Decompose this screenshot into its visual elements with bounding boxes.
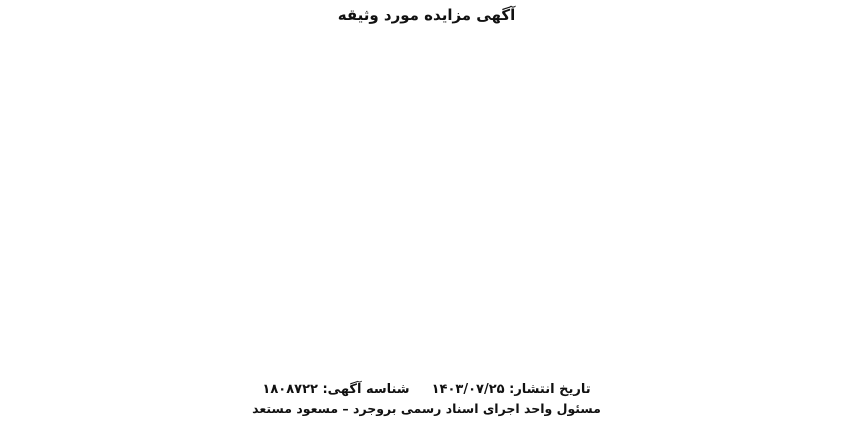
- ad-id: شناسه آگهی: ۱۸۰۸۷۲۲: [262, 382, 410, 397]
- signature: مسئول واحد اجرای اسناد رسمی بروجرد – مسعود مستعد: [252, 401, 601, 416]
- notice-footer: [10, 382, 843, 416]
- notice-body: [10, 30, 843, 378]
- footer-meta: [10, 382, 843, 397]
- publish-date: تاریخ انتشار: ۱۴۰۳/۰۷/۲۵: [431, 382, 591, 397]
- notice-title: آگهی مزایده مورد وثیقه: [337, 6, 516, 24]
